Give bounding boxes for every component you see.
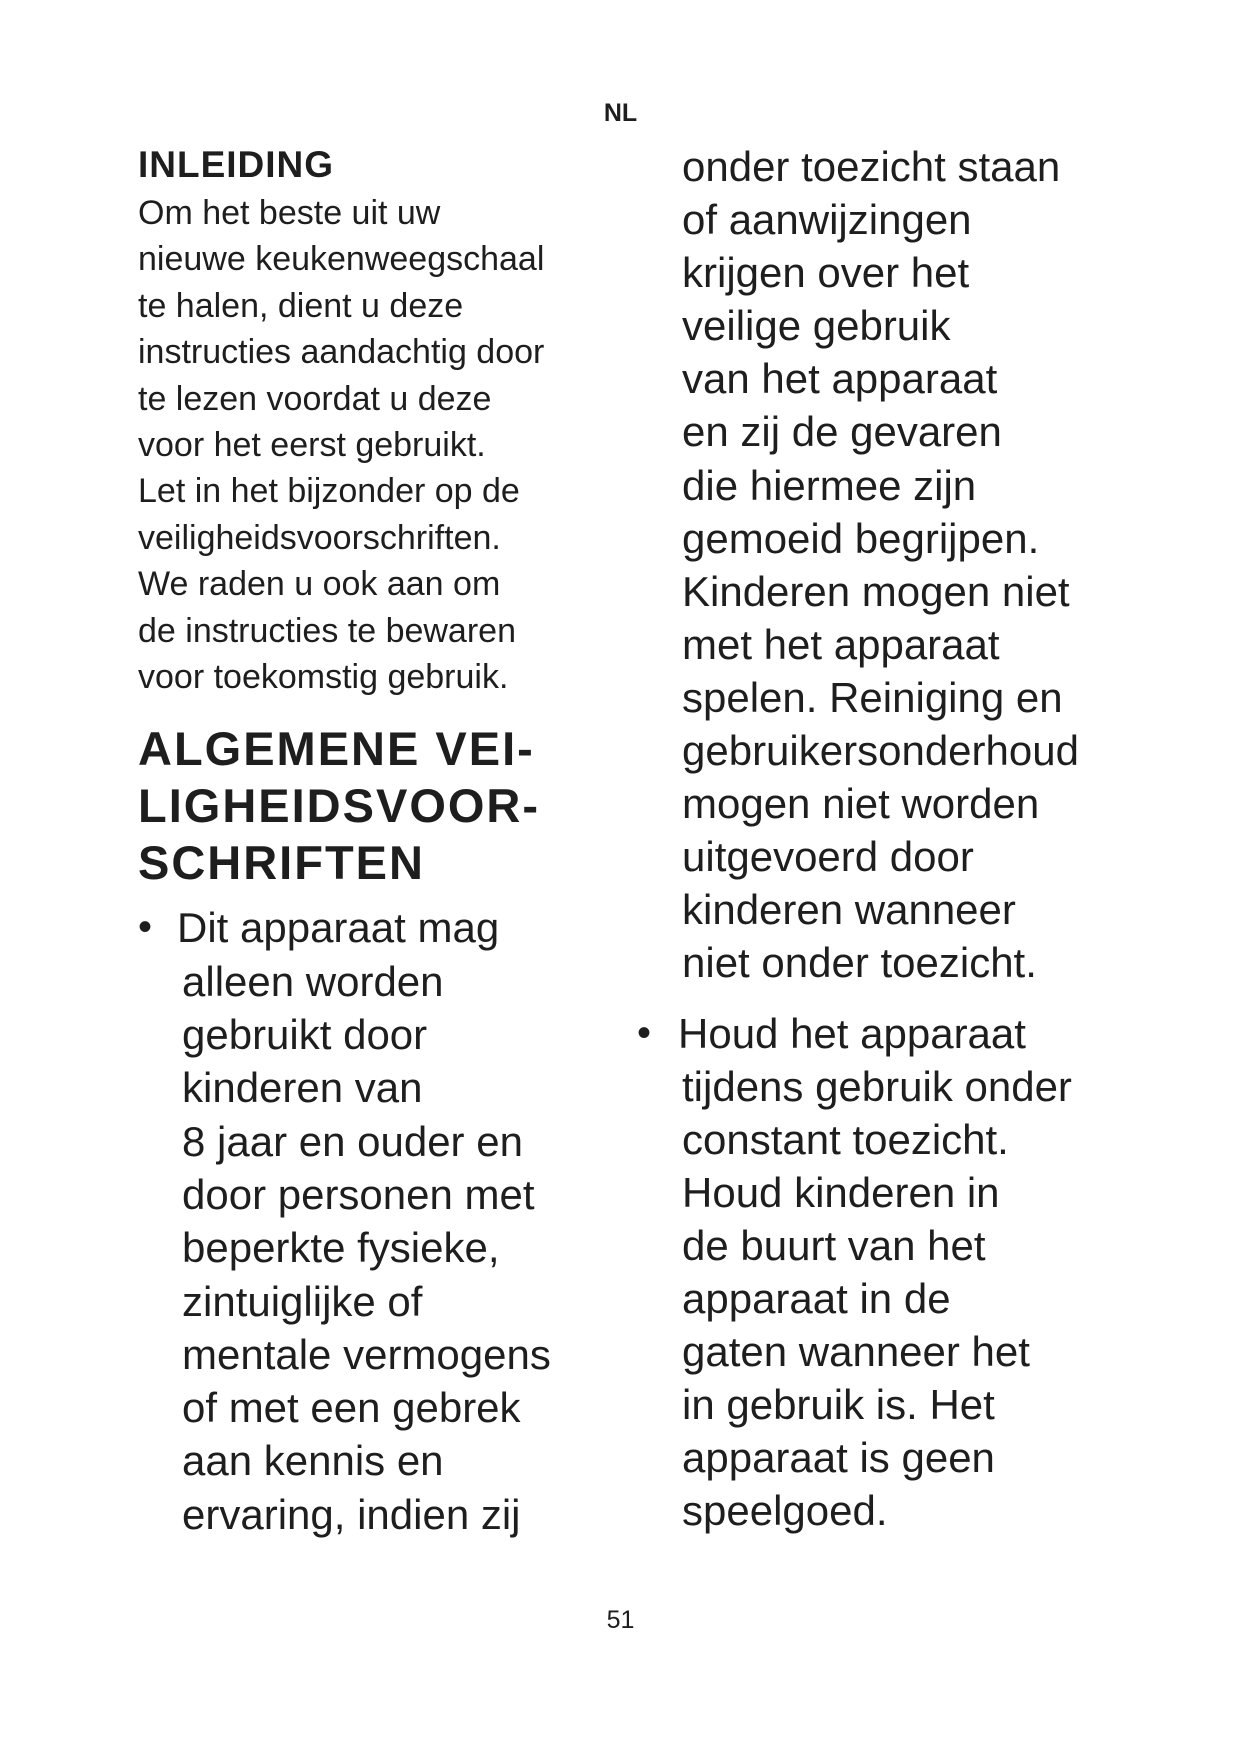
- bullet-line: gaten wanneer het: [682, 1328, 1030, 1376]
- intro-line: nieuwe keukenweegschaal: [138, 240, 545, 279]
- safety-heading-line: LIGHEIDSVOOR-: [138, 779, 541, 833]
- intro-line: voor toekomstig gebruik.: [138, 658, 509, 697]
- page-number: 51: [606, 1606, 635, 1634]
- bullet-line: door personen met: [182, 1170, 535, 1218]
- language-label: NL: [603, 99, 638, 127]
- bullet-line: of aanwijzingen: [682, 196, 972, 244]
- safety-bullet-2: [637, 1007, 1152, 1538]
- bullet-line: onder toezicht staan: [682, 143, 1061, 190]
- bullet-line: beperkte fysieke,: [182, 1224, 500, 1272]
- bullet-line: gebruikt door: [182, 1011, 428, 1059]
- bullet-line: die hiermee zijn: [682, 461, 977, 509]
- bullet-line: en zij de gevaren: [682, 408, 1002, 456]
- intro-line: voor het eerst gebruikt.: [138, 426, 486, 465]
- intro-line: Om het beste uit uw: [138, 194, 441, 232]
- safety-bullet-1-continued: [682, 140, 1152, 990]
- bullet-line: apparaat is geen: [682, 1434, 995, 1482]
- safety-bullet-1: [138, 901, 618, 1541]
- bullet-line: aan kennis en: [182, 1437, 444, 1485]
- safety-heading: [138, 720, 618, 891]
- bullet-line: mogen niet worden: [682, 780, 1040, 828]
- bullet-line: kinderen van: [182, 1064, 423, 1112]
- safety-heading-line: ALGEMENE VEI-: [138, 722, 535, 776]
- bullet-line: niet onder toezicht.: [682, 939, 1037, 987]
- bullet-line: Kinderen mogen niet: [682, 567, 1070, 615]
- bullet-line: kinderen wanneer: [682, 886, 1016, 934]
- right-column: [637, 140, 1152, 1537]
- bullet-line: alleen worden: [182, 957, 444, 1005]
- bullet-line: ervaring, indien zij: [182, 1490, 521, 1538]
- intro-paragraph: [138, 190, 618, 700]
- bullet-line: tijdens gebruik onder: [682, 1062, 1072, 1110]
- bullet-line: krijgen over het: [682, 249, 970, 297]
- bullet-line: gebruikersonderhoud: [682, 727, 1079, 775]
- intro-line: veiligheidsvoorschriften.: [138, 518, 501, 557]
- intro-line: te lezen voordat u deze: [138, 379, 492, 418]
- intro-line: te halen, dient u deze: [138, 286, 464, 325]
- bullet-line: of met een gebrek: [182, 1384, 521, 1432]
- bullet-line: gemoeid begrijpen.: [682, 514, 1040, 562]
- intro-line: de instructies te bewaren: [138, 611, 516, 650]
- bullet-line: spelen. Reiniging en: [682, 673, 1063, 721]
- bullet-line: constant toezicht.: [682, 1115, 1009, 1163]
- bullet-line: uitgevoerd door: [682, 833, 974, 881]
- intro-line: Let in het bijzonder op de: [138, 472, 520, 511]
- bullet-line: Dit apparaat mag: [177, 904, 500, 952]
- intro-line: We raden u ook aan om: [138, 565, 501, 604]
- bullet-line: de buurt van het: [682, 1221, 986, 1269]
- bullet-line: Houd het apparaat: [678, 1009, 1026, 1057]
- bullet-line: in gebruik is. Het: [682, 1381, 995, 1429]
- bullet-marker: •: [637, 1010, 652, 1055]
- intro-heading: INLEIDING: [138, 144, 335, 185]
- intro-line: instructies aandachtig door: [138, 333, 545, 372]
- bullet-line: veilige gebruik: [682, 302, 951, 350]
- bullet-line: speelgoed.: [682, 1487, 888, 1535]
- bullet-line: mentale vermogens: [182, 1330, 551, 1378]
- bullet-line: 8 jaar en ouder en: [182, 1117, 523, 1165]
- bullet-marker: •: [138, 905, 153, 950]
- left-column: [138, 140, 618, 1541]
- bullet-line: Houd kinderen in: [682, 1168, 1000, 1216]
- bullet-line: met het apparaat: [682, 620, 1000, 668]
- safety-heading-line: SCHRIFTEN: [138, 836, 425, 890]
- bullet-line: van het apparaat: [682, 355, 998, 403]
- bullet-line: zintuiglijke of: [182, 1277, 423, 1325]
- bullet-line: apparaat in de: [682, 1274, 951, 1322]
